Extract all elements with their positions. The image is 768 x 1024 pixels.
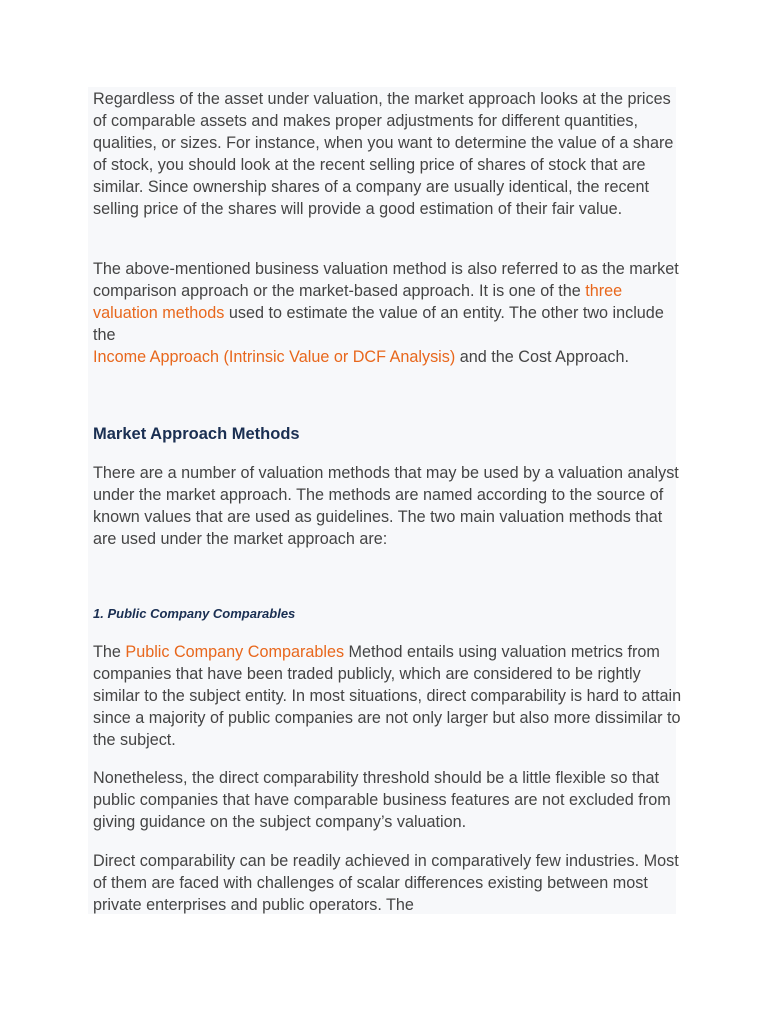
- public-comps-paragraph: [93, 641, 683, 751]
- intro-text: Regardless of the asset under valuation, the market approach looks at the prices of comparable assets and makes proper adjustments for different quantities, qualities, or sizes. For instance, when you want to determine the value of a share of stock, you should look at the recent selling price of shares of stock that are similar. Since ownership shares of a company are usually identical, the recent selling price of the shares will provide a good estimation of their fair value.: [93, 90, 674, 218]
- method-overview-text-3: and the Cost Approach.: [455, 348, 629, 366]
- income-approach-link[interactable]: Income Approach (Intrinsic Value or DCF Analysis): [93, 348, 456, 366]
- section-intro-paragraph: [93, 462, 683, 550]
- flexibility-paragraph: [93, 767, 683, 833]
- public-comps-text-1: The: [93, 643, 126, 661]
- section-intro-text: There are a number of valuation methods that may be used by a valuation analyst under the market approach. The methods are named according to the source of known values that are used as guidelines. The two main valuation methods that are used under the market approach are:: [93, 464, 679, 548]
- flexibility-text: Nonetheless, the direct comparability threshold should be a little flexible so that public companies that have comparable business features are not excluded from giving guidance on the subject company’s valuation.: [93, 769, 671, 831]
- section-heading: Market Approach Methods: [93, 425, 300, 443]
- method-overview-text-2: used to estimate the value of an entity. The other two include the: [93, 304, 664, 344]
- public-comps-text-2: Method entails using valuation metrics from companies that have been traded publicly, which are considered to be rightly similar to the subject entity. In most situations, direct comparability is hard to attain since a majority of public companies are not only larger but also more dissimilar to the subject.: [93, 643, 682, 749]
- subsection-heading: 1. Public Company Comparables: [93, 606, 296, 621]
- method-overview-text-1: The above-mentioned business valuation method is also referred to as the market comparison approach or the market-based approach. It is one of the: [93, 260, 679, 300]
- method-overview-paragraph: [93, 258, 683, 368]
- intro-paragraph: [93, 88, 683, 220]
- scalar-differences-text: Direct comparability can be readily achieved in comparatively few industries. Most of them are faced with challenges of scalar differences existing between most private enterprises and public operators. The: [93, 852, 679, 914]
- public-company-comparables-link[interactable]: Public Company Comparables: [125, 643, 345, 661]
- three-valuation-methods-link[interactable]: three valuation methods: [93, 282, 623, 322]
- scalar-differences-paragraph: [93, 850, 683, 916]
